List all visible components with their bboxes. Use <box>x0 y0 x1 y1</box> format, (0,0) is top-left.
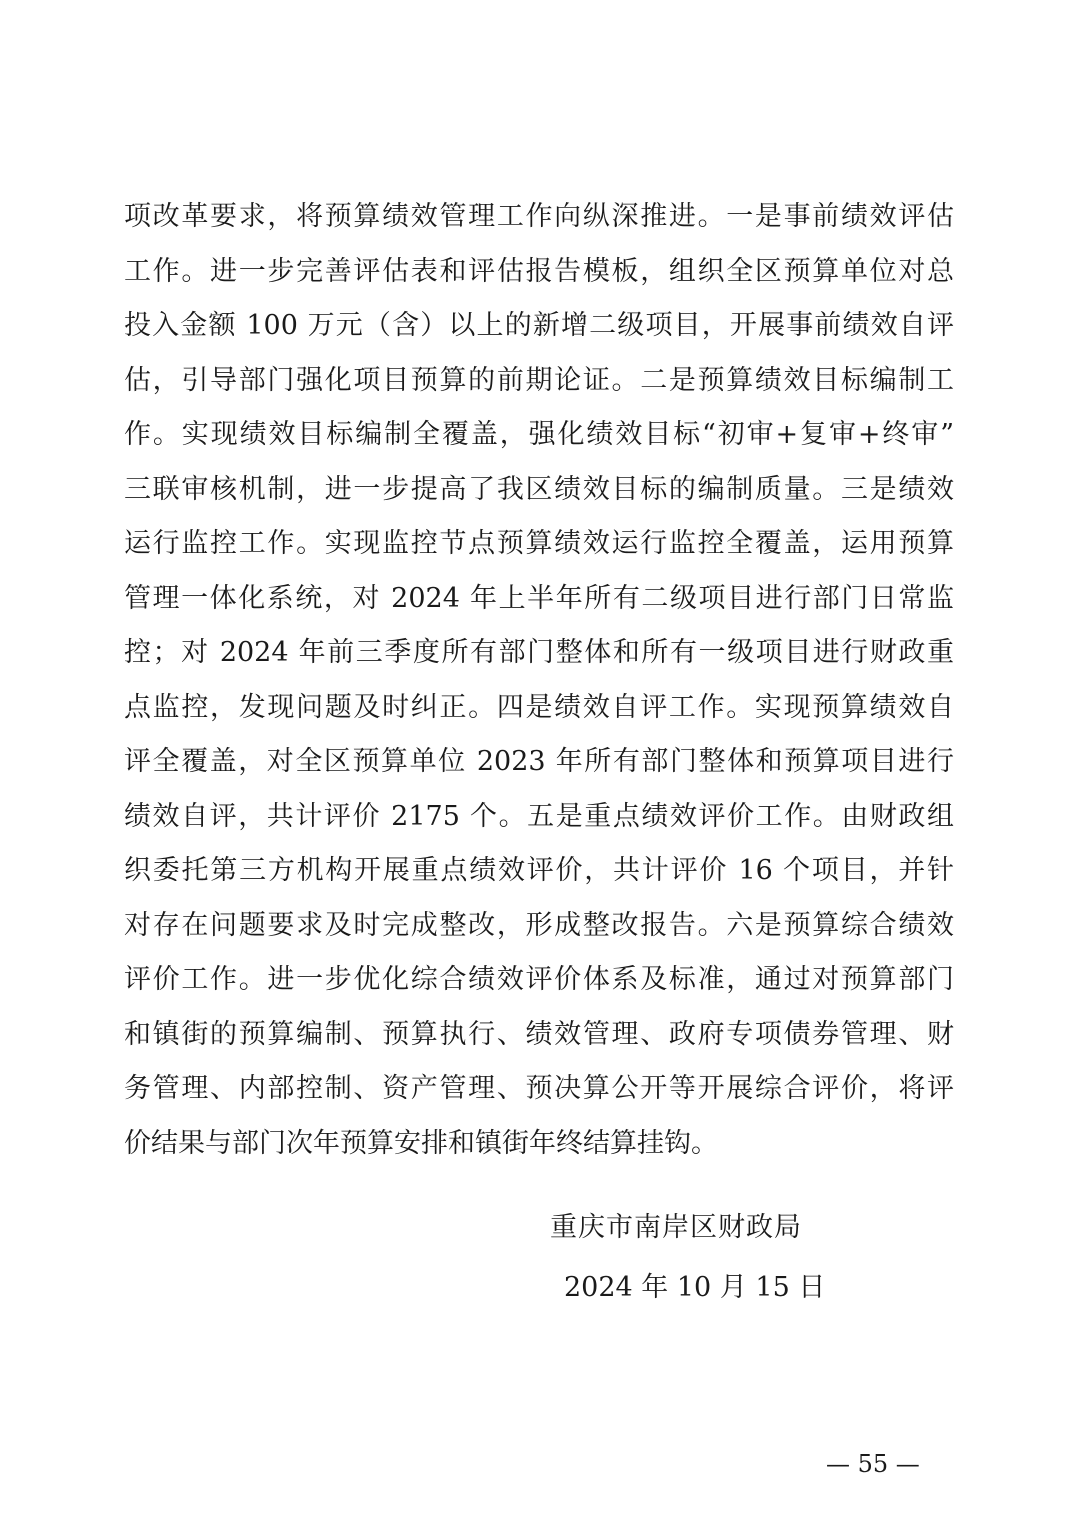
page-number: — 55 — <box>826 1450 920 1478</box>
text-line-8: 管理一体化系统，对 2024 年上半年所有二级项目进行部门日常监 <box>124 582 954 614</box>
text-line-15: 评价工作。进一步优化综合绩效评价体系及标准，通过对预算部门 <box>124 964 954 995</box>
text-line-13: 织委托第三方机构开展重点绩效评价，共计评价 16 个项目，并针 <box>124 855 954 886</box>
text-line-6: 三联审核机制，进一步提高了我区绩效目标的编制质量。三是绩效 <box>124 473 954 505</box>
signature-organization: 重庆市南岸区财政局 <box>550 1212 802 1243</box>
text-line-12: 绩效自评，共计评价 2175 个。五是重点绩效评价工作。由财政组 <box>124 800 954 832</box>
signature-date: 2024 年 10 月 15 日 <box>564 1272 826 1303</box>
text-line-9: 控；对 2024 年前三季度所有部门整体和所有一级项目进行财政重 <box>124 637 954 668</box>
body-paragraph <box>124 190 954 1171</box>
text-line-7: 运行监控工作。实现监控节点预算绩效运行监控全覆盖，运用预算 <box>124 528 954 559</box>
text-line-16: 和镇街的预算编制、预算执行、绩效管理、政府专项债券管理、财 <box>124 1018 954 1050</box>
text-line-2: 工作。进一步完善评估表和评估报告模板，组织全区预算单位对总 <box>124 255 954 287</box>
text-line-1: 项改革要求，将预算绩效管理工作向纵深推进。一是事前绩效评估 <box>124 201 954 232</box>
text-line-10: 点监控，发现问题及时纠正。四是绩效自评工作。实现预算绩效自 <box>124 691 954 723</box>
text-line-11: 评全覆盖，对全区预算单位 2023 年所有部门整体和预算项目进行 <box>124 746 954 777</box>
text-line-4: 估，引导部门强化项目预算的前期论证。二是预算绩效目标编制工 <box>124 364 954 396</box>
text-line-17: 务管理、内部控制、资产管理、预决算公开等开展综合评价，将评 <box>124 1073 954 1104</box>
text-line-3: 投入金额 100 万元（含）以上的新增二级项目，开展事前绩效自评 <box>124 310 954 341</box>
text-line-14: 对存在问题要求及时完成整改，形成整改报告。六是预算综合绩效 <box>124 909 954 941</box>
text-line-18: 价结果与部门次年预算安排和镇街年终结算挂钩。 <box>124 1127 718 1159</box>
text-line-5: 作。实现绩效目标编制全覆盖，强化绩效目标“初审+复审+终审” <box>124 419 954 450</box>
